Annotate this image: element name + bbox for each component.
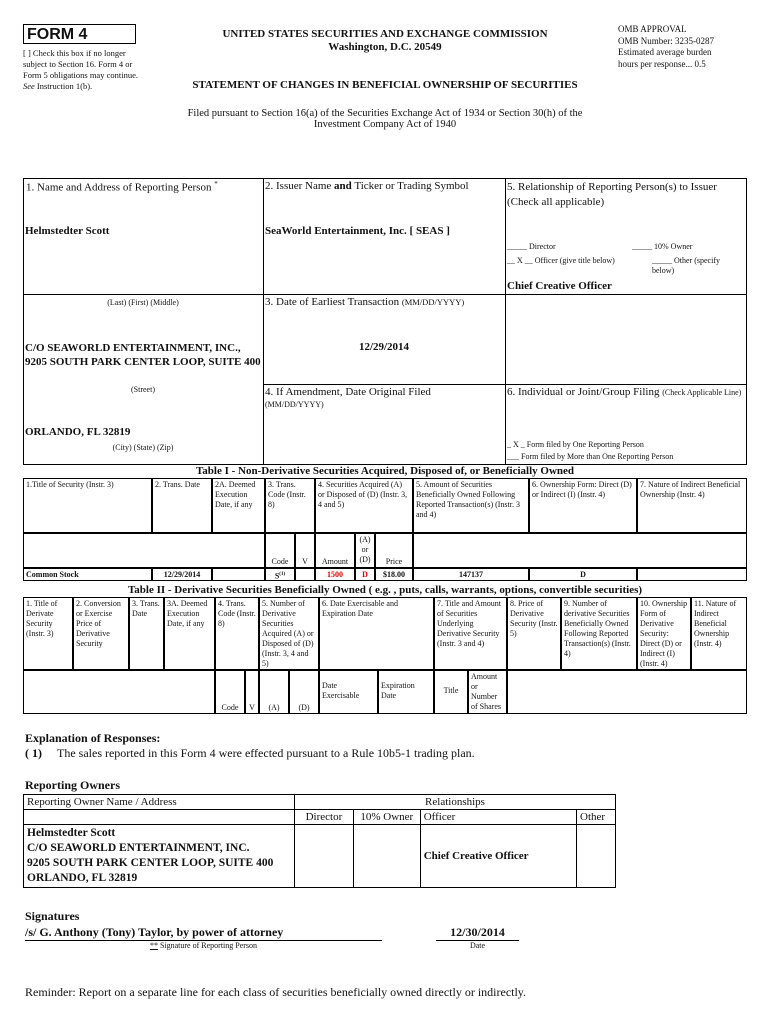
issuer-name: SeaWorld Entertainment, Inc. [ SEAS ] xyxy=(265,225,450,237)
t2-h1: 1. Title of Derivate Security (Instr. 3) xyxy=(23,597,73,670)
owner-line-1: Helmstedter Scott xyxy=(27,827,116,839)
box2-label-pre: 2. Issuer Name xyxy=(265,180,332,192)
t1-row-code-fn: (1) xyxy=(279,572,286,577)
signatures-heading: Signatures xyxy=(25,909,80,923)
checkbox-note xyxy=(23,48,148,92)
signer-caption-text: Signature of Reporting Person xyxy=(159,941,258,950)
footnote-1-num: ( 1) xyxy=(25,746,42,760)
t2-sub-date-ex: Date Exercisable xyxy=(319,670,378,714)
checkbox-see: See xyxy=(23,81,35,91)
divider xyxy=(263,178,264,465)
omb-approval-label: OMB APPROVAL xyxy=(618,24,687,34)
rel-ten-pct: _____ 10% Owner xyxy=(632,242,693,251)
t1-sub-v: V xyxy=(295,533,315,568)
t2-h8: 8. Price of Derivative Security (Instr. 5) xyxy=(507,597,561,670)
t1-sub-blank2 xyxy=(413,533,747,568)
owners-table xyxy=(23,794,616,888)
owners-heading: Reporting Owners xyxy=(25,778,120,792)
signature-date-caption: Date xyxy=(469,941,486,950)
t1-h7: 7. Nature of Indirect Beneficial Ownership (Instr. 4) xyxy=(637,478,747,533)
earliest-transaction-date: 12/29/2014 xyxy=(358,341,410,353)
top-grid xyxy=(23,178,747,465)
t1-h2: 2. Trans. Date xyxy=(152,478,212,533)
agency-location: Washington, D.C. 20549 xyxy=(328,41,442,53)
box6-label-check: (Check Applicable Line) xyxy=(662,388,742,397)
signer-caption-star: ** xyxy=(149,941,158,950)
owners-col-director: Director xyxy=(295,810,354,825)
omb-number: OMB Number: 3235-0287 xyxy=(618,35,714,46)
box1-label-text: 1. Name and Address of Reporting Person xyxy=(26,181,212,194)
t1-sub-blank xyxy=(23,533,265,568)
box2-label-and: and xyxy=(334,180,352,192)
t2-h3a: 3A. Deemed Execution Date, if any xyxy=(164,597,215,670)
t2-h7: 7. Title and Amount of Securities Underlying Derivative Security (Instr. 3 and 4) xyxy=(434,597,507,670)
t2-h2: 2. Conversion or Exercise Price of Derivative Security xyxy=(73,597,129,670)
rel-director: _____ Director xyxy=(507,242,556,251)
filed-pursuant-line1: Filed pursuant to Section 16(a) of the Securities Exchange Act of 1934 or Section 30(h) of the xyxy=(187,108,583,119)
t2-sub-title: Title xyxy=(434,670,468,714)
reporting-city: ORLANDO, FL 32819 xyxy=(25,426,131,438)
filed-pursuant-line2: Investment Company Act of 1940 xyxy=(313,119,457,130)
t1-h3: 3. Trans. Code (Instr. 8) xyxy=(265,478,315,533)
box3-label xyxy=(265,296,464,308)
officer-title: Chief Creative Officer xyxy=(507,280,612,292)
t2-h6: 6. Date Exercisable and Expiration Date xyxy=(319,597,434,670)
t2-sub-blank2 xyxy=(507,670,747,714)
t1-row-price: $18.00 xyxy=(375,568,413,581)
t1-row-title: Common Stock xyxy=(23,568,152,581)
t2-h11: 11. Nature of Indirect Beneficial Ownership (Instr. 4) xyxy=(691,597,747,670)
divider xyxy=(263,384,747,385)
omb-hours: hours per response... 0.5 xyxy=(618,58,706,69)
t1-row-v xyxy=(295,568,315,581)
box3-label-text: 3. Date of Earliest Transaction xyxy=(265,296,400,308)
t1-row-aord: D xyxy=(355,568,375,581)
signature-date: 12/30/2014 xyxy=(436,925,519,941)
t2-h4: 4. Trans. Code (Instr. 8) xyxy=(215,597,259,670)
t1-sub-aord: (A) or (D) xyxy=(355,533,375,568)
t2-h9: 9. Number of derivative Securities Beneficially Owned Following Reported Transaction(s) (Instr. 4) xyxy=(561,597,637,670)
owner-officer: Chief Creative Officer xyxy=(420,825,576,888)
t1-row-code xyxy=(265,568,295,581)
table2-title-eg: ( e.g. , puts, calls, warrants, options, convertible securities) xyxy=(368,584,643,596)
box4-label: 4. If Amendment, Date Original Filed xyxy=(265,386,431,398)
owner-line-4: ORLANDO, FL 32819 xyxy=(27,872,138,884)
t2-sub-blank xyxy=(23,670,215,714)
t1-h6: 6. Ownership Form: Direct (D) or Indirect (I) (Instr. 4) xyxy=(529,478,637,533)
name-parts: (Last) (First) (Middle) xyxy=(107,298,179,307)
box1-label xyxy=(26,180,218,194)
explanation-heading: Explanation of Responses: xyxy=(25,731,161,745)
reporting-person-name: Helmstedter Scott xyxy=(25,225,110,237)
owner-other xyxy=(577,825,616,888)
rel-officer: __ X __ Officer (give title below) xyxy=(507,256,615,265)
t2-sub-d: (D) xyxy=(289,670,319,714)
owners-col-officer: Officer xyxy=(420,810,576,825)
t1-sub-code: Code xyxy=(265,533,295,568)
footnote-1-text: The sales reported in this Form 4 were effected pursuant to a Rule 10b5-1 trading plan. xyxy=(57,746,475,760)
reminder: Reminder: Report on a separate line for each class of securities beneficially owned directly or indirectly. xyxy=(25,985,527,999)
t2-sub-code: Code xyxy=(215,670,245,714)
t1-row-date: 12/29/2014 xyxy=(152,568,212,581)
agency-title: UNITED STATES SECURITIES AND EXCHANGE COMMISSION xyxy=(222,28,548,40)
t1-h2a: 2A. Deemed Execution Date, if any xyxy=(212,478,265,533)
t1-h1: 1.Title of Security (Instr. 3) xyxy=(23,478,152,533)
owner-line-3: 9205 SOUTH PARK CENTER LOOP, SUITE 400 xyxy=(27,857,274,869)
t1-row-owned: 147137 xyxy=(413,568,529,581)
city-parts: (City) (State) (Zip) xyxy=(112,443,174,452)
box2-label-post: Ticker or Trading Symbol xyxy=(354,180,469,192)
table2-title-text: Table II - Derivative Securities Beneficially Owned xyxy=(127,584,366,596)
box1-star: * xyxy=(214,180,218,188)
street-label: (Street) xyxy=(131,385,155,394)
filing-line1: _ X _ Form filed by One Reporting Person xyxy=(507,440,644,449)
t1-row-amount: 1500 xyxy=(315,568,355,581)
t1-row-code-value: S xyxy=(274,571,280,581)
box5-label xyxy=(507,180,747,210)
box3-label-fmt: (MM/DD/YYYY) xyxy=(401,297,465,307)
t2-h3: 3. Trans. Date xyxy=(129,597,164,670)
t2-sub-a: (A) xyxy=(259,670,289,714)
owners-col-other: Other xyxy=(577,810,616,825)
table1-title: Table I - Non-Derivative Securities Acquired, Disposed of, or Beneficially Owned xyxy=(195,465,575,477)
omb-approval xyxy=(618,24,758,70)
t2-sub-amount: Amount or Number of Shares xyxy=(468,670,507,714)
divider xyxy=(505,294,747,295)
t1-row-nature xyxy=(637,568,747,581)
divider xyxy=(23,294,506,295)
statement-title: STATEMENT OF CHANGES IN BENEFICIAL OWNERSHIP OF SECURITIES xyxy=(192,79,578,91)
t1-sub-amount: Amount xyxy=(315,533,355,568)
t2-h10: 10. Ownership Form of Derivative Security: Direct (D) or Indirect (I) (Instr. 4) xyxy=(637,597,691,670)
t2-h5: 5. Number of Derivative Securities Acquired (A) or Disposed of (D) (Instr. 3, 4 and 5) xyxy=(259,597,319,670)
filing-line2: ___ Form filed by More than One Reporting Person xyxy=(507,452,674,461)
filed-pursuant xyxy=(120,108,650,130)
t1-row-deemed xyxy=(212,568,265,581)
t1-h5: 5. Amount of Securities Beneficially Owned Following Reported Transaction(s) (Instr. 3 and 4) xyxy=(413,478,529,533)
omb-burden: Estimated average burden xyxy=(618,47,712,57)
checkbox-note-text: [ ] Check this box if no longer subject to Section 16. Form 4 or Form 5 obligations may continue. xyxy=(23,48,138,80)
signer-name: /s/ G. Anthony (Tony) Taylor, by power of attorney xyxy=(25,925,382,941)
checkbox-instr: Instruction 1(b). xyxy=(36,81,93,91)
box2-label xyxy=(265,180,469,192)
footnote-1 xyxy=(25,746,475,761)
t1-row-form: D xyxy=(529,568,637,581)
box4-label-fmt: (MM/DD/YYYY) xyxy=(265,400,324,409)
box6-label-text: 6. Individual or Joint/Group Filing xyxy=(507,386,660,398)
box5-label-sub: (Check all applicable) xyxy=(507,196,605,208)
divider xyxy=(505,178,506,465)
owner-director xyxy=(295,825,354,888)
signer-caption xyxy=(25,941,382,951)
owners-blank xyxy=(24,810,295,825)
owners-col-10pct: 10% Owner xyxy=(353,810,420,825)
reporting-address: C/O SEAWORLD ENTERTAINMENT, INC., 9205 SOUTH PARK CENTER LOOP, SUITE 400 xyxy=(25,342,261,368)
owner-line-2: C/O SEAWORLD ENTERTAINMENT, INC. xyxy=(27,842,250,854)
owners-col-name: Reporting Owner Name / Address xyxy=(24,795,295,810)
owners-col-relationships: Relationships xyxy=(295,795,616,810)
t2-sub-v: V xyxy=(245,670,259,714)
owner-address xyxy=(24,825,295,888)
box6-label xyxy=(507,386,745,398)
t2-sub-exp: Expiration Date xyxy=(378,670,434,714)
rel-other: _____ Other (specify below) xyxy=(652,256,720,275)
owner-10pct xyxy=(353,825,420,888)
table2-title xyxy=(23,584,747,596)
t1-h4: 4. Securities Acquired (A) or Disposed of (D) (Instr. 3, 4 and 5) xyxy=(315,478,413,533)
form-title: FORM 4 xyxy=(23,24,136,44)
box5-label-text: 5. Relationship of Reporting Person(s) to Issuer xyxy=(507,181,717,193)
t1-sub-price: Price xyxy=(375,533,413,568)
